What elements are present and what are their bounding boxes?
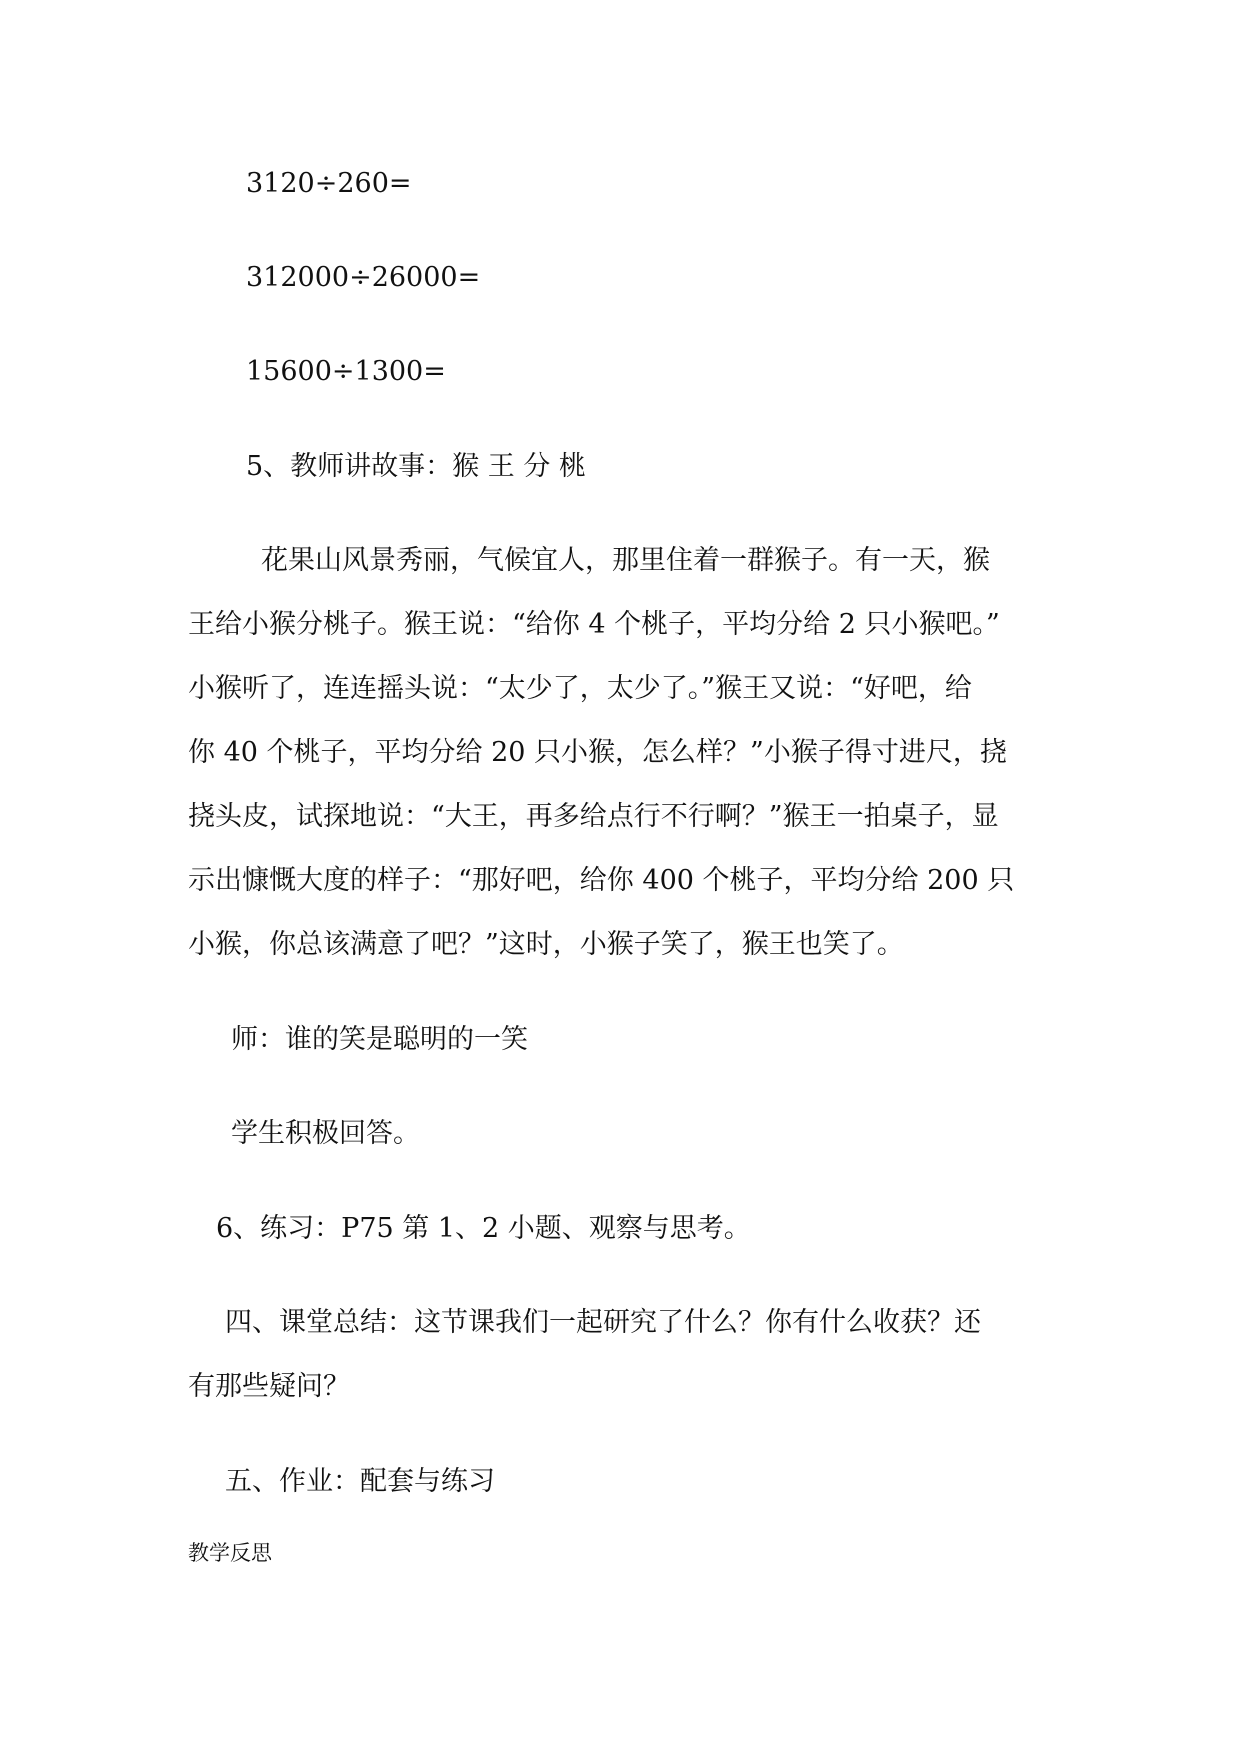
equation-2: 312000÷26000=	[246, 262, 481, 293]
story-line-1: 花果山风景秀丽，气候宜人，那里住着一群猴子。有一天，猴	[261, 545, 990, 576]
story-line-4: 你 40 个桃子，平均分给 20 只小猴，怎么样？”小猴子得寸进尺，挠	[188, 737, 1007, 768]
equation-1: 3120÷260=	[246, 168, 412, 199]
story-line-6: 示出慷慨大度的样子：“那好吧，给你 400 个桃子，平均分给 200 只	[188, 865, 1015, 896]
story-line-7: 小猴，你总该满意了吧？”这时，小猴子笑了，猴王也笑了。	[188, 929, 904, 960]
summary-line-1: 四、课堂总结：这节课我们一起研究了什么？你有什么收获？还	[225, 1307, 981, 1338]
story-line-5: 挠头皮，试探地说：“大王，再多给点行不行啊？”猴王一拍桌子，显	[188, 801, 999, 832]
section5-heading: 5、教师讲故事：猴 王 分 桃	[246, 451, 586, 482]
summary-line-2: 有那些疑问？	[188, 1371, 350, 1402]
homework-line: 五、作业：配套与练习	[225, 1466, 495, 1497]
story-line-2: 王给小猴分桃子。猴王说：“给你 4 个桃子，平均分给 2 只小猴吧。”	[188, 609, 1000, 640]
teacher-question: 师：谁的笑是聪明的一笑	[231, 1024, 528, 1055]
reflection-label: 教学反思	[188, 1541, 272, 1565]
equation-3: 15600÷1300=	[246, 356, 446, 387]
story-line-3: 小猴听了，连连摇头说：“太少了，太少了。”猴王又说：“好吧，给	[188, 673, 972, 704]
exercise-line: 6、练习：P75 第 1、2 小题、观察与思考。	[216, 1213, 751, 1244]
student-answer: 学生积极回答。	[231, 1118, 420, 1149]
